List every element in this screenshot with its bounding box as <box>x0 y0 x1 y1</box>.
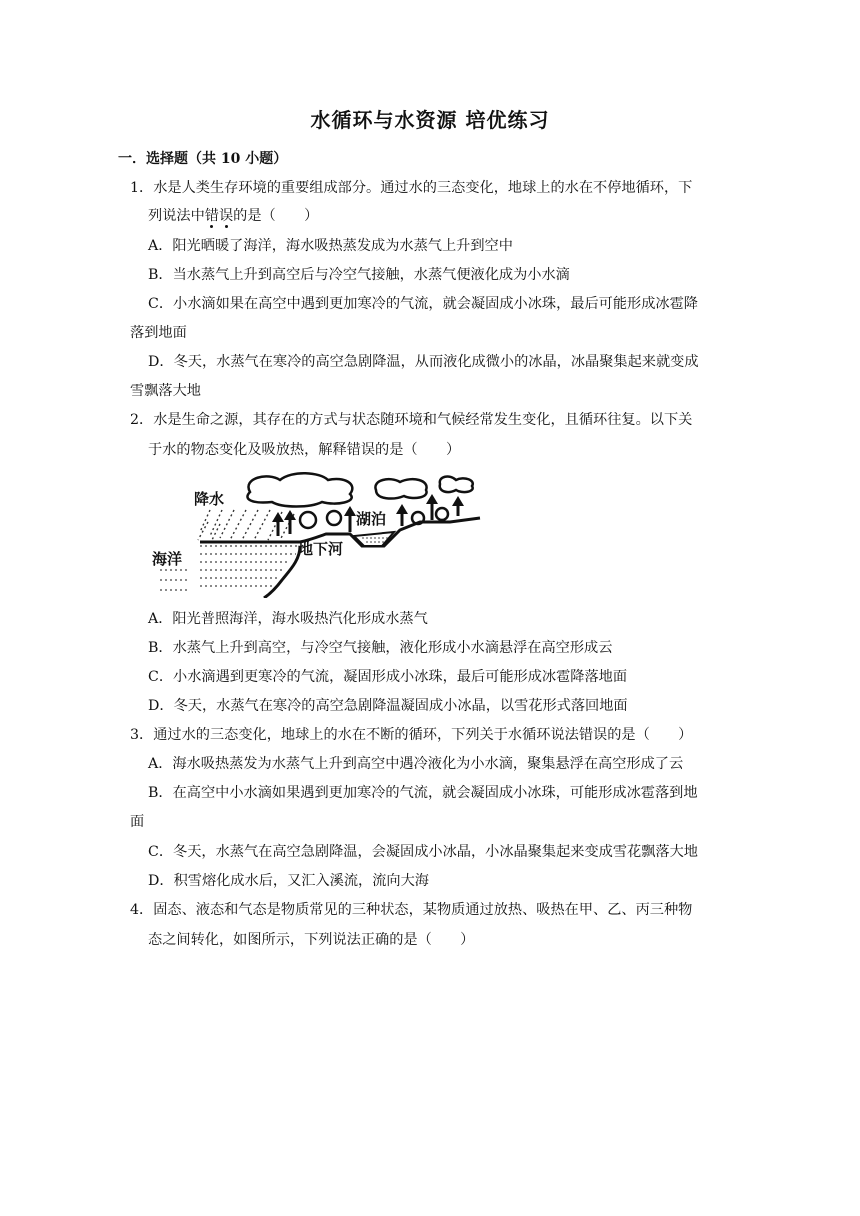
q3-stem-line1: 3．通过水的三态变化，地球上的水在不断的循环，下列关于水循环说法错误的是（ ） <box>130 727 693 743</box>
page-title: 水循环与水资源 培优练习 <box>310 108 550 132</box>
q1-option-a: A．阳光晒暖了海洋，海水吸热蒸发成为水蒸气上升到空中 <box>148 238 513 254</box>
q1-stem-line2: 列说法中错误的是（ ） <box>148 208 319 224</box>
label-lake: 湖泊 <box>356 510 387 528</box>
label-underground-river: 地下河 <box>298 540 344 558</box>
q3-option-b: B．在高空中小水滴如果遇到更加寒冷的气流，就会凝固成小冰珠，可能形成冰雹落到地 <box>148 785 698 801</box>
q3-option-d: D．积雪熔化成水后，又汇入溪流，流向大海 <box>148 873 429 889</box>
q1-option-c: C．小水滴如果在高空中遇到更加寒冷的气流，就会凝固成小冰珠，最后可能形成冰雹降 <box>148 296 698 312</box>
q3-option-a: A．海水吸热蒸发为水蒸气上升到高空中遇冷液化为小水滴，聚集悬浮在高空形成了云 <box>148 756 684 772</box>
rain-pattern <box>198 510 294 540</box>
label-ocean: 海洋 <box>152 550 183 568</box>
q1-stem-line1: 1．水是人类生存环境的重要组成部分。通过水的三态变化，地球上的水在不停地循环，下 <box>130 180 693 196</box>
cloud-icon <box>247 473 472 506</box>
q4-stem-line1: 4．固态、液态和气态是物质常见的三种状态，某物质通过放热、吸热在甲、乙、丙三种物 <box>130 902 693 918</box>
q2-option-a: A．阳光普照海洋，海水吸热汽化形成水蒸气 <box>148 611 428 627</box>
q2-option-c: C．小水滴遇到更寒冷的气流，凝固形成小冰珠，最后可能形成冰雹降落地面 <box>148 669 628 685</box>
section-heading: 一．选择题（共 10 小题） <box>118 151 288 167</box>
emphasis-char: 误 <box>218 208 234 224</box>
q2-option-b: B．水蒸气上升到高空，与冷空气接触，液化形成小水滴悬浮在高空形成云 <box>148 640 613 656</box>
q2-option-d: D．冬天，水蒸气在寒冷的高空急剧降温凝固成小冰晶，以雪花形式落回地面 <box>148 698 628 714</box>
q1-option-b: B．当水蒸气上升到高空后与冷空气接触，水蒸气便液化成为小水滴 <box>148 267 570 283</box>
q1-option-c-cont: 落到地面 <box>130 325 187 341</box>
q3-option-b-cont: 面 <box>130 814 145 830</box>
q3-option-c: C．冬天，水蒸气在高空急剧降温，会凝固成小冰晶，小冰晶聚集起来变成雪花飘落大地 <box>148 844 698 860</box>
q1-option-d-cont: 雪飘落大地 <box>130 383 201 399</box>
q1-option-d: D．冬天，水蒸气在寒冷的高空急剧降温，从而液化成微小的冰晶，冰晶聚集起来就变成 <box>148 354 699 370</box>
q4-stem-line2: 态之间转化，如图所示，下列说法正确的是（ ） <box>148 932 475 948</box>
water-cycle-figure <box>150 470 490 598</box>
q2-stem-line1: 2．水是生命之源，其存在的方式与状态随环境和气候经常发生变化，且循环往复。以下关 <box>130 412 693 428</box>
emphasis-char: 错 <box>204 208 219 224</box>
q2-stem-line2: 于水的物态变化及吸放热，解释错误的是（ ） <box>148 442 461 458</box>
label-rain: 降水 <box>194 490 225 508</box>
